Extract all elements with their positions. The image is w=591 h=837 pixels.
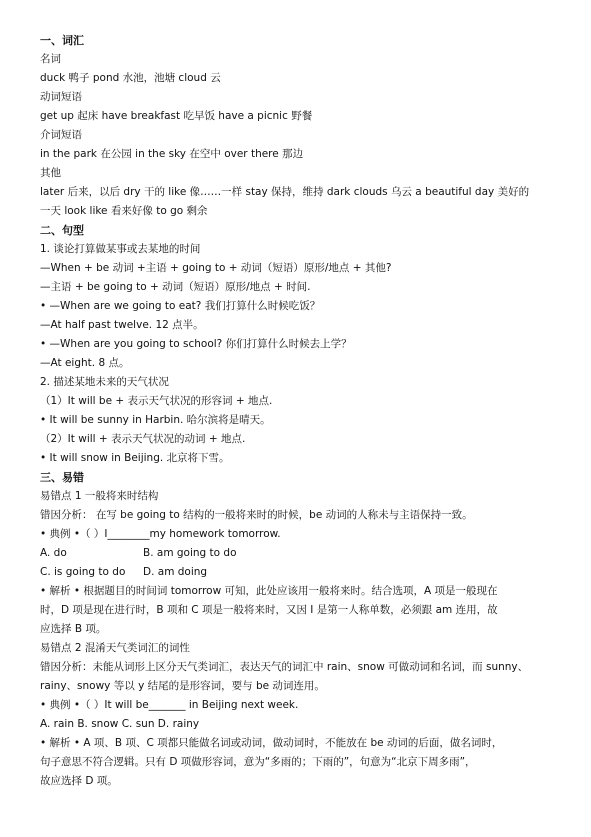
section-title-errors: 三、易错 [40,471,84,484]
pattern-2-example-2: • It will snow in Beijing. 北京将下雪。 [40,452,230,464]
prep-phrase-line: in the park 在公园 in the sky 在空中 over there 那边 [40,148,304,160]
pattern-1-example-2: • —When are you going to school? 你们打算什么时候去上学？ [40,338,352,350]
error-1-option-c: C. is going to do [40,566,126,578]
error-2-analysis-1: 错因分析：未能从词形上区分天气类词汇，表达天气的词汇中 rain、snow 可做动词和名词，而 sunny、 [40,661,529,673]
other-label: 其他 [40,167,61,179]
error-2-options: A. rain B. snow C. sun D. rainy [40,718,200,730]
pattern-2-formula-1: （1）It will be + 表示天气状况的形容词 + 地点. [40,395,273,407]
prep-phrase-label: 介词短语 [40,129,82,141]
section-title-sentences: 二、句型 [40,224,84,237]
error-2-title: 易错点 2 混淆天气类词汇的词性 [40,642,190,654]
pattern-1-formula-question: —When + be 动词 +主语 + going to + 动词（短语）原形/地点 + 其他? [40,262,392,274]
verb-phrase-label: 动词短语 [40,91,82,103]
section-title-vocab: 一、词汇 [40,34,84,47]
noun-line: duck 鸭子 pond 水池，池塘 cloud 云 [40,72,221,84]
error-1-option-a: A. do [40,547,67,559]
error-1-option-d: D. am doing [143,566,208,578]
pattern-1-example-1-answer: —At half past twelve. 12 点半。 [40,319,204,331]
pattern-2-title: 2. 描述某地未来的天气状况 [40,376,169,388]
error-1-explanation-2: 时，D 项是现在进行时，B 项和 C 项是一般将来时，又因 I 是第一人称单数，必须跟 am 连用，故 [40,604,498,616]
noun-label: 名词 [40,53,61,65]
error-1-example: • 典例 •（ ）I________my homework tomorrow. [40,528,281,540]
pattern-1-example-1: • —When are we going to eat? 我们打算什么时候吃饭？ [40,300,321,312]
pattern-2-example-1: • It will be sunny in Harbin. 哈尔滨将是晴天。 [40,414,271,426]
verb-phrase-line: get up 起床 have breakfast 吃早饭 have a picnic 野餐 [40,110,313,122]
error-2-explanation-2: 句子意思不符合逻辑。只有 D 项做形容词，意为“多雨的；下雨的”，句意为“北京下周多雨”， [40,756,476,768]
pattern-1-title: 1. 谈论打算做某事或去某地的时间 [40,243,201,255]
other-line-1: later 后来，以后 dry 干的 like 像……一样 stay 保持，维持 dark clouds 乌云 a beautiful day 美好的 [40,186,530,198]
error-2-explanation-1: • 解析 • A 项、B 项、C 项都只能做名词或动词，做动词时，不能放在 be 动词的后面，做名词时， [40,737,503,749]
pattern-1-example-2-answer: —At eight. 8 点。 [40,357,130,369]
pattern-2-formula-2: （2）It will + 表示天气状况的动词 + 地点. [40,433,246,445]
error-1-explanation-3: 应选择 B 项。 [40,623,107,635]
error-1-explanation-1: • 解析 • 根据题目的时间词 tomorrow 可知，此处应该用一般将来时。结合选项，A 项是一般现在 [40,585,498,597]
error-1-title: 易错点 1 一般将来时结构 [40,490,159,502]
error-1-analysis: 错因分析： 在写 be going to 结构的一般将来时的时候，be 动词的人称未与主语保持一致。 [40,509,473,521]
error-2-analysis-2: rainy、snowy 等以 y 结尾的是形容词，要与 be 动词连用。 [40,680,325,692]
error-2-example: • 典例 •（ ）It will be_______ in Beijing next week. [40,699,299,711]
other-line-2: 一天 look like 看来好像 to go 剩余 [40,205,208,217]
error-1-option-b: B. am going to do [143,547,237,559]
error-2-explanation-3: 故应选择 D 项。 [40,775,118,787]
pattern-1-formula-answer: —主语 + be going to + 动词（短语）原形/地点 + 时间. [40,281,311,293]
